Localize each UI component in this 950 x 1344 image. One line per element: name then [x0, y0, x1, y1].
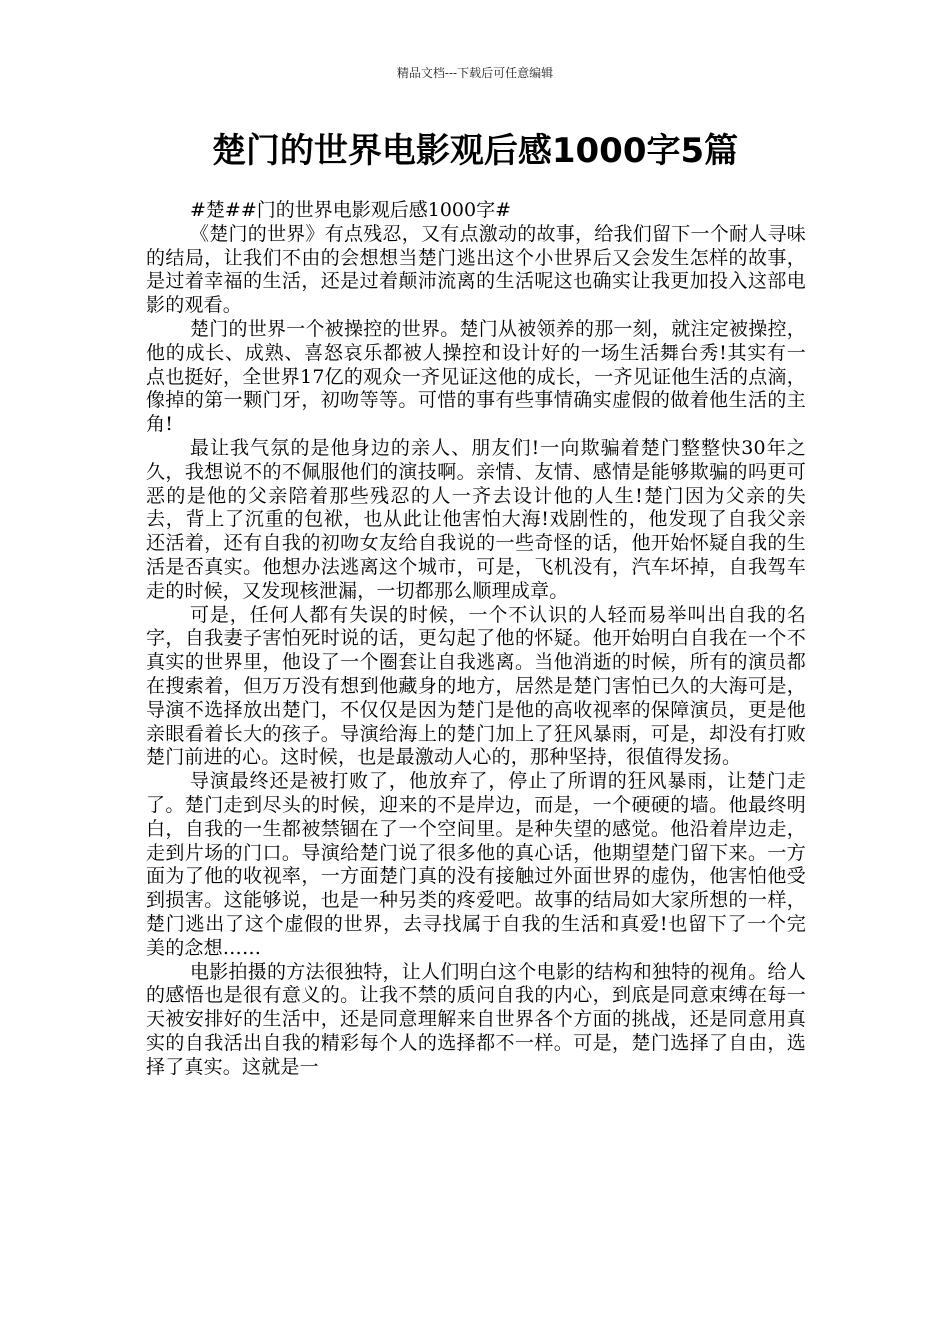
document-title: 楚门的世界电影观后感1000字5篇 [211, 131, 739, 171]
document-body [146, 199, 806, 1079]
body-paragraph-5: 导演最终还是被打败了，他放弃了，停止了所谓的狂风暴雨，让楚门走了。楚门走到尽头的时候，迎来的不是岸边，而是，一个硬硬的墙。他最终明白，自我的一生都被禁锢在了一个空间里。是种失望的感觉。他沿着岸边走，走到片场的门口。导演给楚门说了很多他的真心话，他期望楚门留下来。一方面为了他的收视率，一方面楚门真的没有接触过外面世界的虚伪，他害怕他受到损害。这能够说，也是一种另类的疼爱吧。故事的结局如大家所想的一样，楚门逃出了这个虚假的世界，去寻找属于自我的生活和真爱!也留下了一个完美的念想…… [146, 770, 806, 959]
header-note: 精品文档---下载后可任意编辑 [396, 66, 554, 80]
body-paragraph-3: 最让我气氛的是他身边的亲人、朋友们!一向欺骗着楚门整整快30年之久，我想说不的不佩服他们的演技啊。亲情、友情、感情是能够欺骗的吗更可恶的是他的父亲陪着那些残忍的人一齐去设计他的人生!楚门因为父亲的失去，背上了沉重的包袱，也从此让他害怕大海!戏剧性的，他发现了自我父亲还活着，还有自我的初吻女友给自我说的一些奇怪的话，他开始怀疑自我的生活是否真实。他想办法逃离这个城市，可是，飞机没有，汽车坏掉，自我驾车走的时候，又发现核泄漏，一切都那么顺理成章。 [146, 436, 806, 602]
body-paragraph-1: 《楚门的世界》有点残忍，又有点激动的故事，给我们留下一个耐人寻味的结局，让我们不由的会想想当楚门逃出这个小世界后又会发生怎样的故事，是过着幸福的生活，还是过着颠沛流离的生活呢这也确实让我更加投入这部电影的观看。 [146, 222, 806, 317]
body-paragraph-2: 楚门的世界一个被操控的世界。楚门从被领养的那一刻，就注定被操控，他的成长、成熟、喜怒哀乐都被人操控和设计好的一场生活舞台秀!其实有一点也挺好，全世界17亿的观众一齐见证这他的成长，一齐见证他生活的点滴，像掉的第一颗门牙，初吻等等。可惜的事有些事情确实虚假的做着他生活的主角! [146, 317, 806, 436]
body-paragraph-4: 可是，任何人都有失误的时候，一个不认识的人轻而易举叫出自我的名字，自我妻子害怕死时说的话，更勾起了他的怀疑。他开始明白自我在一个不真实的世界里，他设了一个圈套让自我逃离。当他消逝的时候，所有的演员都在搜索着，但万万没有想到他藏身的地方，居然是楚门害怕已久的大海可是，导演不选择放出楚门，不仅仅是因为楚门是他的高收视率的保障演员，更是他亲眼看着长大的孩子。导演给海上的楚门加上了狂风暴雨，可是，却没有打败楚门前进的心。这时候，也是最激动人心的，那种坚持，很值得发扬。 [146, 603, 806, 769]
subtitle-paragraph: #楚##门的世界电影观后感1000字# [190, 199, 512, 221]
body-paragraph-6: 电影拍摄的方法很独特，让人们明白这个电影的结构和独特的视角。给人的感悟也是很有意义的。让我不禁的质问自我的内心，到底是同意束缚在每一天被安排好的生活中，还是同意理解来自世界各个方面的挑战，还是同意用真实的自我活出自我的精彩每个人的选择都不一样。可是，楚门选择了自由，选择了真实。这就是一 [146, 960, 806, 1078]
